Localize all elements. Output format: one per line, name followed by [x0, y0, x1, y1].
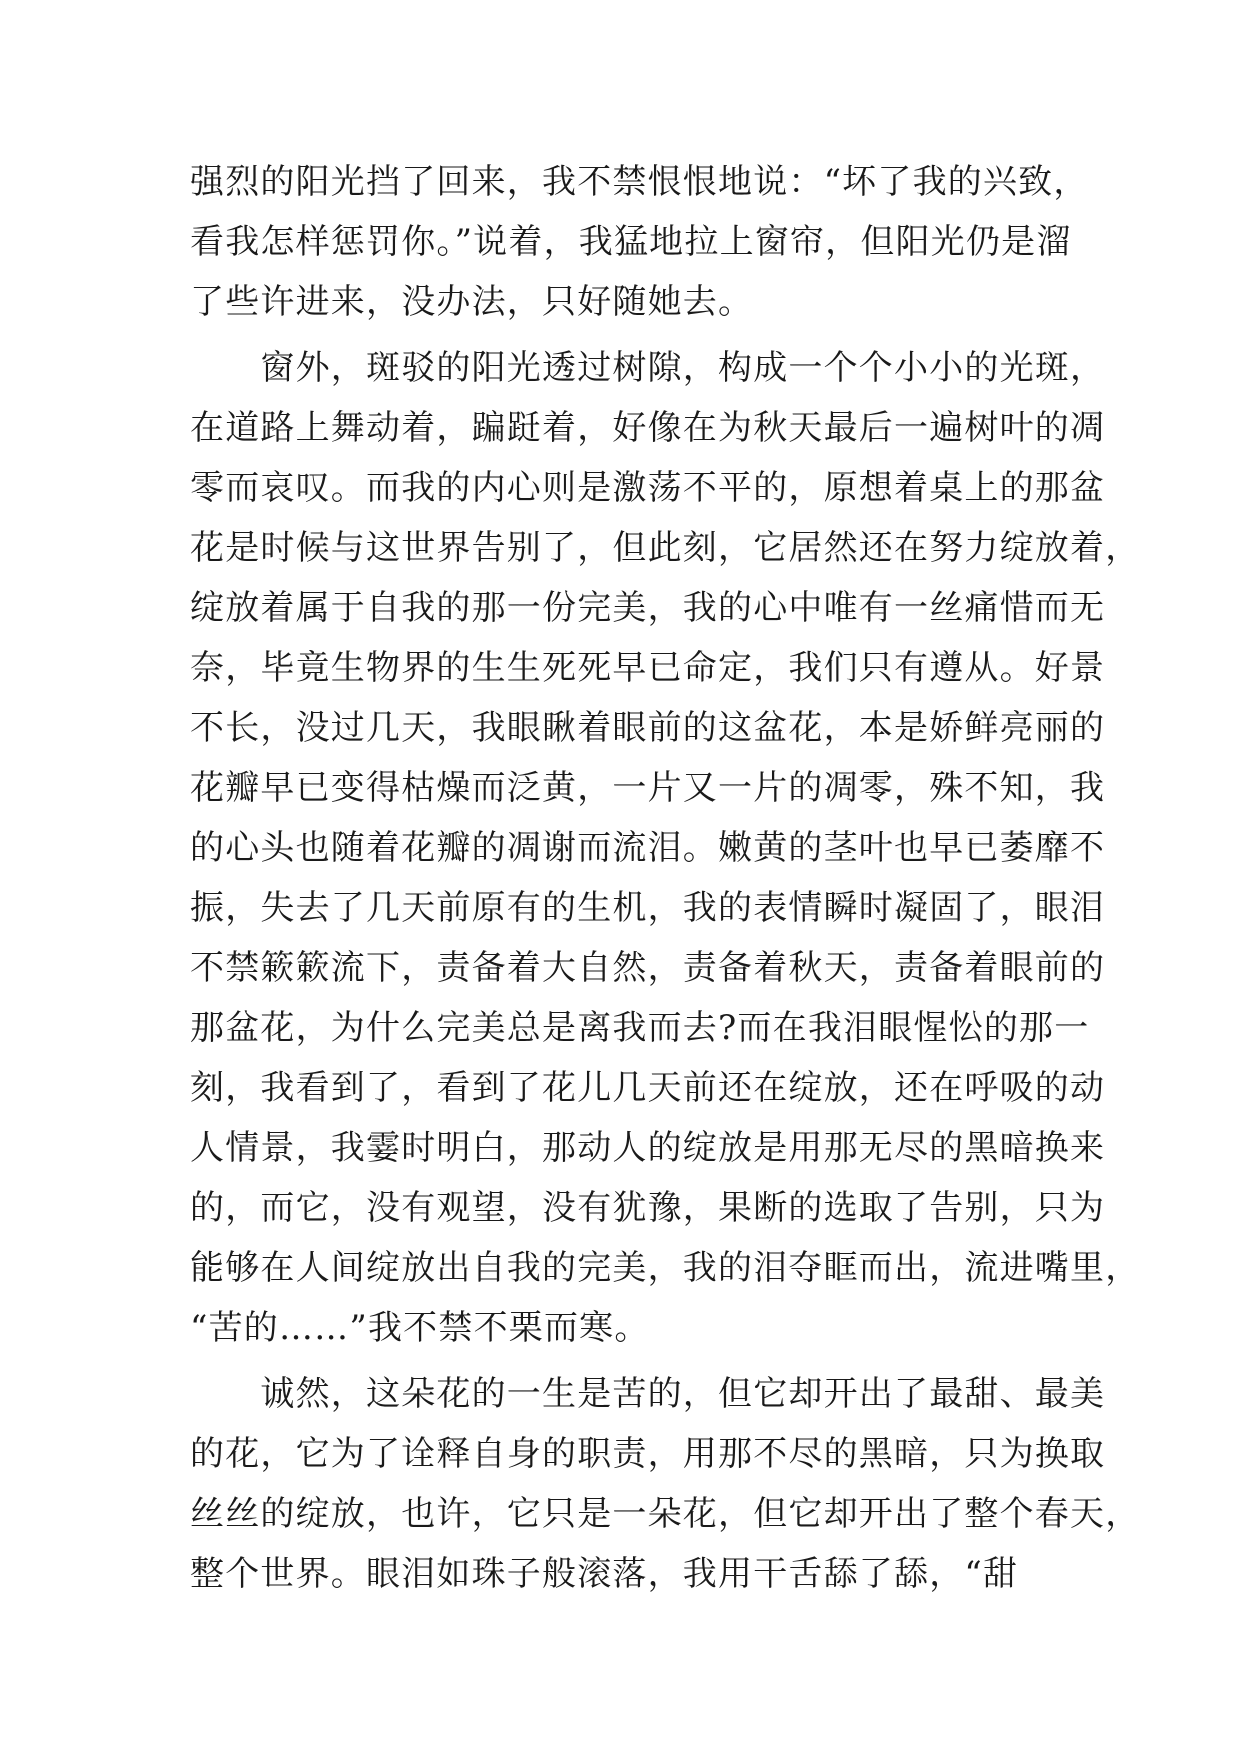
text-line: 奈，毕竟生物界的生生死死早已命定，我们只有遵从。好景: [190, 648, 1106, 688]
text-line: 了些许进来，没办法，只好随她去。: [190, 282, 754, 322]
text-line: 丝丝的绽放，也许，它只是一朵花，但它却开出了整个春天，: [190, 1494, 1141, 1534]
text-line: 振，失去了几天前原有的生机，我的表情瞬时凝固了，眼泪: [190, 888, 1106, 928]
text-line: 绽放着属于自我的那一份完美，我的心中唯有一丝痛惜而无: [190, 588, 1106, 628]
text-line: 花是时候与这世界告别了，但此刻，它居然还在努力绽放着，: [190, 528, 1141, 568]
paragraph-1: [190, 152, 1089, 332]
text-line: 花瓣早已变得枯燥而泛黄，一片又一片的凋零，殊不知，我: [190, 768, 1106, 808]
text-line: 不禁簌簌流下，责备着大自然，责备着秋天，责备着眼前的: [190, 948, 1106, 988]
text-line: 在道路上舞动着，蹁跹着，好像在为秋天最后一遍树叶的凋: [190, 408, 1106, 448]
text-line: “苦的……”我不禁不栗而寒。: [190, 1308, 650, 1348]
text-line: 诚然，这朵花的一生是苦的，但它却开出了最甜、最美: [190, 1374, 1106, 1414]
text-line: 强烈的阳光挡了回来，我不禁恨恨地说：“坏了我的兴致，: [190, 162, 1089, 202]
paragraph-2: [190, 338, 1141, 1358]
text-line: 零而哀叹。而我的内心则是激荡不平的，原想着桌上的那盆: [190, 468, 1106, 508]
text-line: 能够在人间绽放出自我的完美，我的泪夺眶而出，流进嘴里，: [190, 1248, 1141, 1288]
text-line: 那盆花，为什么完美总是离我而去?而在我泪眼惺忪的那一: [190, 1008, 1090, 1048]
text-line: 刻，我看到了，看到了花儿几天前还在绽放，还在呼吸的动: [190, 1068, 1106, 1108]
text-line: 人情景，我霎时明白，那动人的绽放是用那无尽的黑暗换来: [190, 1128, 1106, 1168]
text-line: 不长，没过几天，我眼瞅着眼前的这盆花，本是娇鲜亮丽的: [190, 708, 1106, 748]
text-line: 的花，它为了诠释自身的职责，用那不尽的黑暗，只为换取: [190, 1434, 1106, 1474]
text-line: 整个世界。眼泪如珠子般滚落，我用干舌舔了舔，“甜: [190, 1554, 1019, 1594]
text-line: 的心头也随着花瓣的凋谢而流泪。嫩黄的茎叶也早已萎靡不: [190, 828, 1106, 868]
text-line: 看我怎样惩罚你。”说着，我猛地拉上窗帘，但阳光仍是溜: [190, 222, 1072, 262]
text-line: 窗外，斑驳的阳光透过树隙，构成一个个小小的光斑，: [190, 348, 1106, 388]
essay-body: [190, 152, 1141, 1604]
text-line: 的，而它，没有观望，没有犹豫，果断的选取了告别，只为: [190, 1188, 1106, 1228]
paragraph-3: [190, 1364, 1141, 1604]
